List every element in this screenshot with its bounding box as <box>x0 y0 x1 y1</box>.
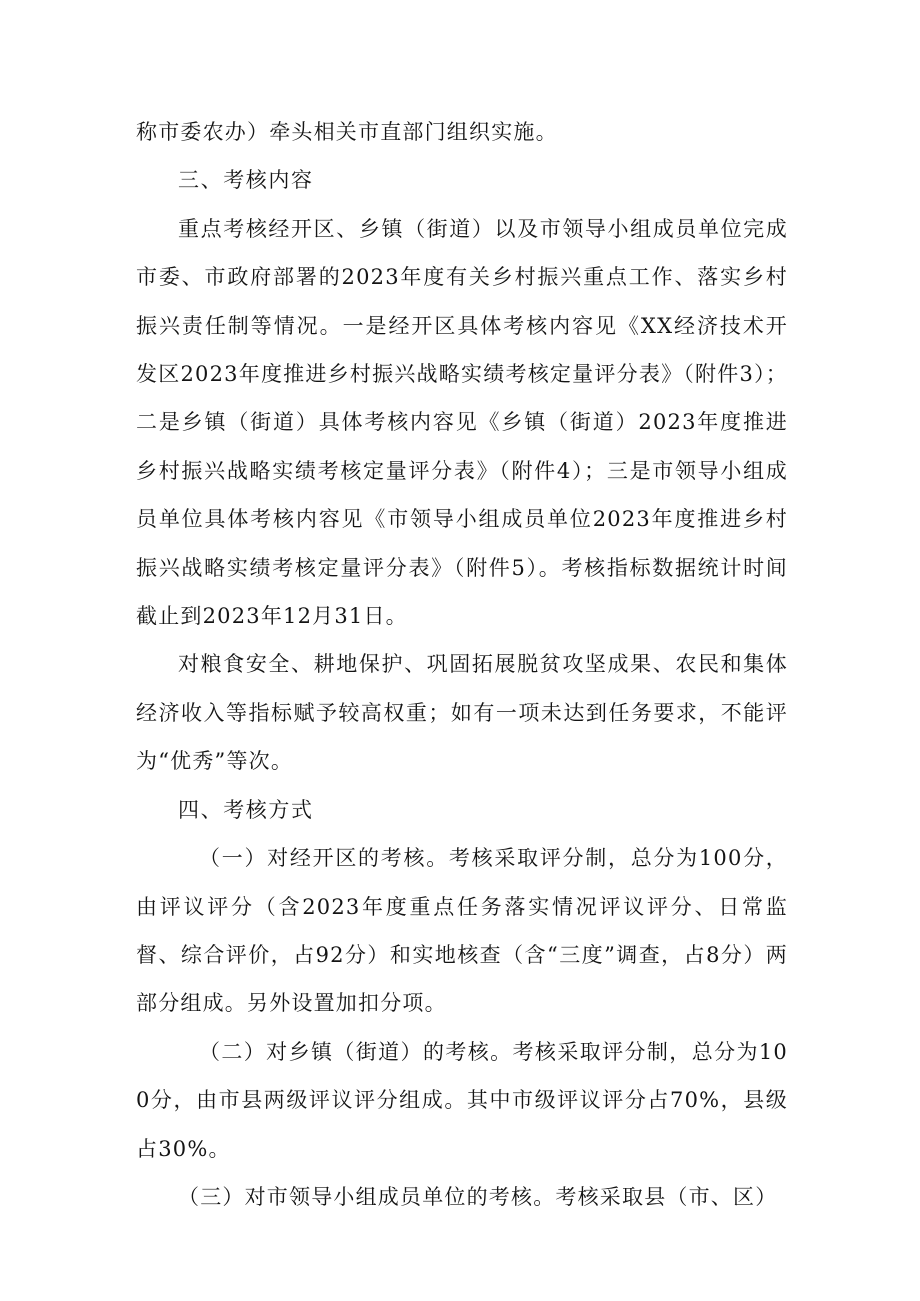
section-heading-assessment-content: 三、考核内容 <box>178 168 314 193</box>
paragraph-method-development-zone: （一）对经开区的考核。考核采取评分制，总分为100分，由评议评分（含2023年度重点任务落实情况评议评分、日常监督、综合评价，占92分）和实地核查（含“三度”调查，占8分）两部分组成。另外设置加扣分项。 <box>136 846 788 1016</box>
section-heading-assessment-method: 四、考核方式 <box>178 797 314 822</box>
paragraph-method-member-units: （三）对市领导小组成员单位的考核。考核采取县（市、区） <box>178 1184 778 1209</box>
paragraph-continuation: 称市委农办）牵头相关市直部门组织实施。 <box>136 120 558 144</box>
paragraph-assessment-scope: 重点考核经开区、乡镇（街道）以及市领导小组成员单位完成市委、市政府部署的2023年度有关乡村振兴重点工作、落实乡村振兴责任制等情况。一是经开区具体考核内容见《XX经济技术开发区2023年度推进乡村振兴战略实绩考核定量评分表》（附件3）；二是乡镇（街道）具体考核内容见《乡镇（街道）2023年度推进乡村振兴战略实绩考核定量评分表》（附件4）；三是市领导小组成员单位具体考核内容见《市领导小组成员单位2023年度推进乡村振兴战略实绩考核定量评分表》（附件5）。考核指标数据统计时间截止到2023年12月31日。 <box>136 216 788 629</box>
paragraph-method-townships: （二）对乡镇（街道）的考核。考核采取评分制，总分为100分，由市县两级评议评分组成。其中市级评议评分占70%，县级占30%。 <box>136 1039 788 1161</box>
document-body <box>136 108 788 1221</box>
paragraph-indicator-weights: 对粮食安全、耕地保护、巩固拓展脱贫攻坚成果、农民和集体经济收入等指标赋予较高权重；如有一项未达到任务要求，不能评为“优秀”等次。 <box>136 652 788 774</box>
